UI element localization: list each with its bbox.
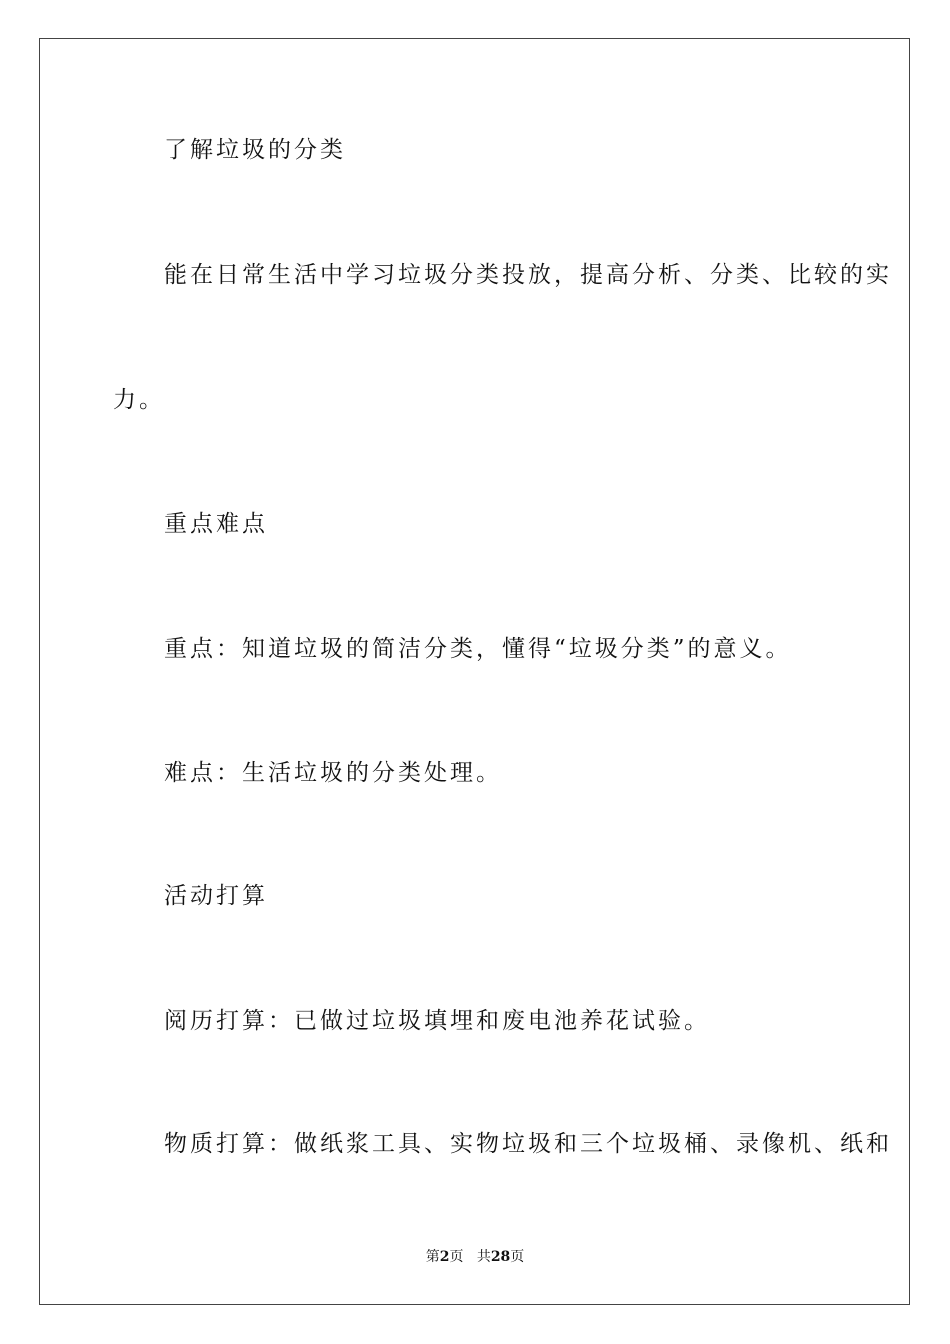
text-line-2: 能在日常生活中学习垃圾分类投放，提高分析、分类、比较的实 [164,262,892,288]
text-line-material-prep: 物质打算：做纸浆工具、实物垃圾和三个垃圾桶、录像机、纸和 [164,1131,892,1157]
page-footer [0,1247,950,1267]
footer-page-suffix: 页 [449,1249,464,1265]
footer-total-pages: 28 [490,1249,511,1265]
section-heading-key-points: 重点难点 [164,511,268,537]
text-line-experience-prep: 阅历打算：已做过垃圾填埋和废电池养花试验。 [164,1008,710,1034]
text-line-difficulty: 难点：生活垃圾的分类处理。 [164,760,502,786]
text-line-3: 力。 [113,387,165,413]
footer-total-suffix: 页 [510,1249,525,1265]
text-line-1: 了解垃圾的分类 [164,137,346,163]
page-border [39,38,910,1305]
footer-page-number: 2 [439,1249,450,1265]
footer-total-prefix: 共 [476,1249,491,1265]
footer-page-prefix: 第 [425,1249,440,1265]
section-heading-activity-prep: 活动打算 [164,883,268,909]
text-line-key-point: 重点：知道垃圾的简洁分类，懂得“垃圾分类”的意义。 [164,636,792,662]
